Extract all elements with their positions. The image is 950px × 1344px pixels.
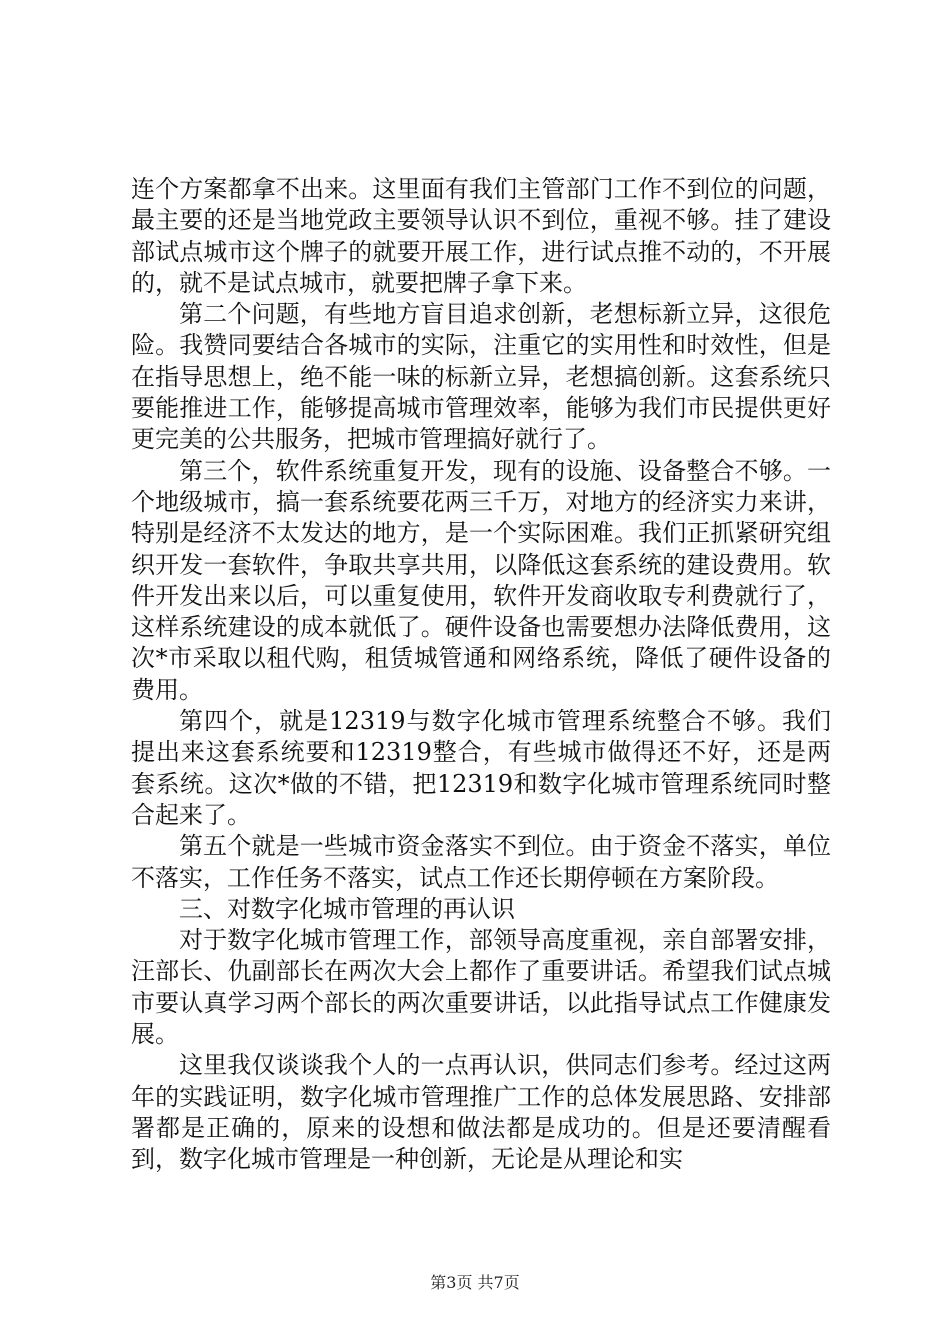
- paragraph-3: 第三个，软件系统重复开发，现有的设施、设备整合不够。一个地级城市，搞一套系统要花两三千万，对地方的经济实力来讲，特别是经济不太发达的地方，是一个实际困难。我们正抓紧研究组织开发一套软件，争取共享共用，以降低这套系统的建设费用。软件开发出来以后，可以重复使用，软件开发商收取专利费就行了，这样系统建设的成本就低了。硬件设备也需要想办法降低费用，这次*市采取以租代购，租赁城管通和网络系统，降低了硬件设备的费用。: [131, 456, 831, 704]
- paragraph-2: 第二个问题，有些地方盲目追求创新，老想标新立异，这很危险。我赞同要结合各城市的实际，注重它的实用性和时效性，但是在指导思想上，绝不能一味的标新立异，老想搞创新。这套系统只要能推进工作，能够提高城市管理效率，能够为我们市民提供更好更完美的公共服务，把城市管理搞好就行了。: [131, 300, 831, 454]
- paragraph-6: 对于数字化城市管理工作，部领导高度重视，亲自部署安排，汪部长、仇副部长在两次大会上都作了重要讲话。希望我们试点城市要认真学习两个部长的两次重要讲话，以此指导试点工作健康发展。: [131, 926, 831, 1049]
- paragraph-4: 第四个，就是12319与数字化城市管理系统整合不够。我们提出来这套系统要和12319整合，有些城市做得还不好，还是两套系统。这次*做的不错，把12319和数字化城市管理系统同时整合起来了。: [131, 707, 831, 829]
- paragraph-7: 这里我仅谈谈我个人的一点再认识，供同志们参考。经过这两年的实践证明，数字化城市管理推广工作的总体发展思路、安排部署都是正确的，原来的设想和做法都是成功的。但是还要清醒看到，数字化城市管理是一种创新，无论是从理论和实: [131, 1051, 831, 1174]
- section-heading: 三、对数字化城市管理的再认识: [179, 894, 515, 923]
- paragraph-1: 连个方案都拿不出来。这里面有我们主管部门工作不到位的问题，最主要的还是当地党政主要领导认识不到位，重视不够。挂了建设部试点城市这个牌子的就要开展工作，进行试点推不动的，不开展的，就不是试点城市，就要把牌子拿下来。: [131, 175, 831, 297]
- document-body: [131, 174, 831, 1176]
- paragraph-5: 第五个就是一些城市资金落实不到位。由于资金不落实，单位不落实，工作任务不落实，试点工作还长期停顿在方案阶段。: [131, 832, 831, 892]
- page-footer: 第3页 共7页: [430, 1273, 520, 1292]
